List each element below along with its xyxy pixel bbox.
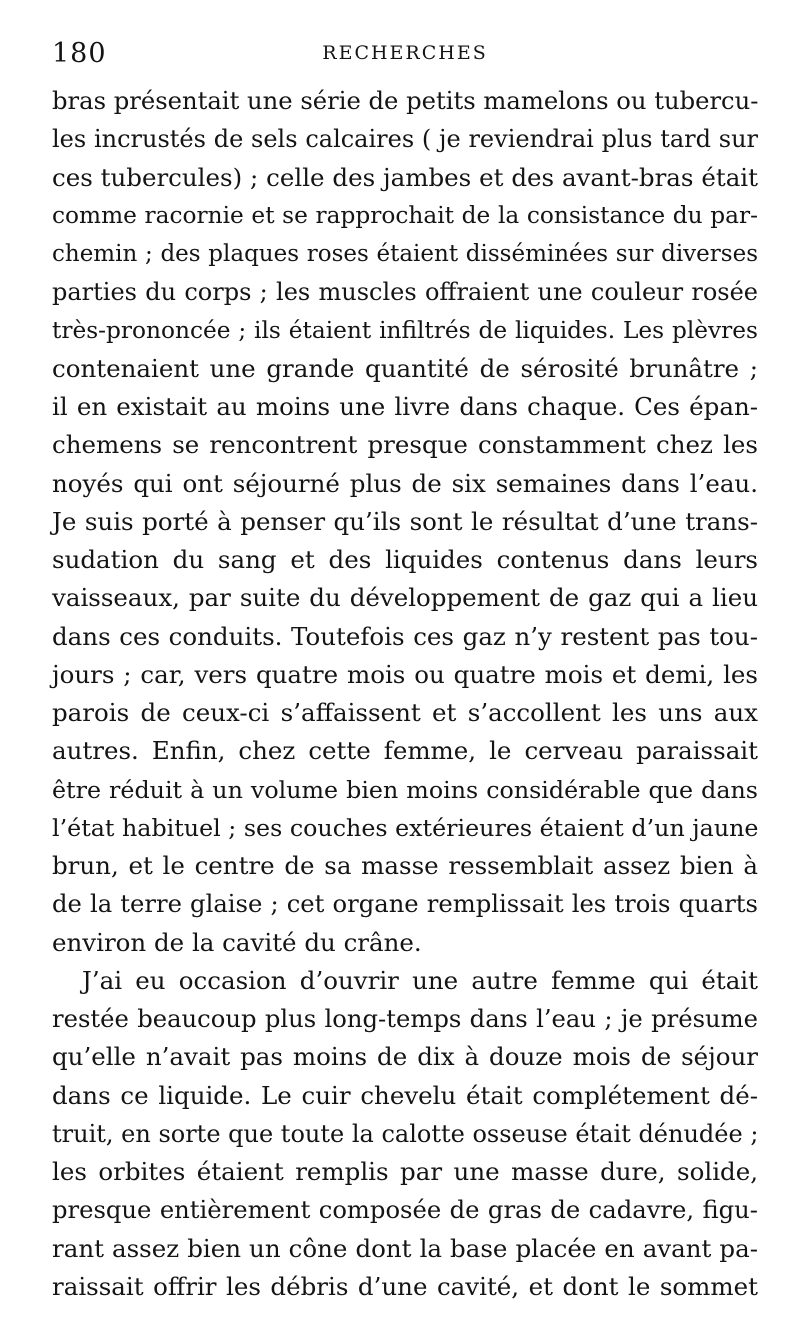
- text-line: parties du corps ; les muscles offraient une couleur rosée: [52, 278, 758, 307]
- text-line: chemin ; des plaques roses étaient disséminées sur diverses: [52, 241, 758, 267]
- text-line: environ de la cavité du crâne.: [52, 927, 422, 957]
- text-line: être réduit à un volume bien moins considérable que dans: [52, 775, 758, 804]
- text-line: bras présentait une série de petits mamelons ou tubercu-: [52, 86, 759, 115]
- text-line: chemens se rencontrent presque constamment chez les: [52, 430, 758, 460]
- text-line: l’état habituel ; ses couches extérieures étaient d’un jaune: [52, 813, 759, 842]
- text-line: parois de ceux-ci s’affaissent et s’accollent les uns aux: [52, 698, 758, 727]
- text-line: raissait offrir les débris d’une cavité, et dont le sommet: [52, 1271, 758, 1301]
- text-line: sudation du sang et des liquides contenus dans leurs: [52, 545, 758, 574]
- text-line: restée beaucoup plus long-temps dans l’eau ; je présume: [52, 1004, 758, 1033]
- page-number: 180: [52, 38, 107, 69]
- text-line: dans ce liquide. Le cuir chevelu était complétement dé-: [52, 1080, 758, 1110]
- text-line: comme racornie et se rapprochait de la consistance du par-: [52, 201, 758, 229]
- text-line: il en existait au moins une livre dans chaque. Ces épan-: [52, 392, 758, 421]
- body-text: [52, 82, 758, 1306]
- text-line: dans ces conduits. Toutefois ces gaz n’y restent pas tou-: [52, 621, 758, 651]
- text-line: les orbites étaient remplis par une masse dure, solide,: [52, 1157, 758, 1186]
- text-line: autres. Enfin, chez cette femme, le cerveau paraissait: [52, 736, 758, 766]
- text-line: rant assez bien un cône dont la base placée en avant pa-: [52, 1233, 758, 1263]
- text-line: Je suis porté à penser qu’ils sont le résultat d’une trans-: [52, 506, 758, 536]
- text-line: très-prononcée ; ils étaient infiltrés de liquides. Les plèvres: [52, 316, 758, 344]
- text-line: ces tubercules) ; celle des jambes et des avant-bras était: [52, 162, 758, 192]
- page-header: [52, 38, 758, 82]
- text-line: les incrustés de sels calcaires ( je reviendrai plus tard sur: [52, 125, 758, 154]
- running-head: RECHERCHES: [322, 42, 488, 64]
- text-line: jours ; car, vers quatre mois ou quatre mois et demi, les: [52, 659, 758, 689]
- text-line: noyés qui ont séjourné plus de six semaines dans l’eau.: [52, 468, 758, 498]
- text-line: contenaient une grande quantité de sérosité brunâtre ;: [52, 353, 758, 383]
- paragraph: [52, 82, 758, 962]
- paragraph: [52, 962, 758, 1306]
- text-line: de la terre glaise ; cet organe remplissait les trois quarts: [52, 889, 758, 919]
- text-line: presque entièrement composée de gras de cadavre, figu-: [52, 1195, 758, 1225]
- text-line: vaisseaux, par suite du développement de gaz qui a lieu: [52, 583, 758, 613]
- text-line: J’ai eu occasion d’ouvrir une autre femme qui était: [82, 965, 758, 995]
- text-line: truit, en sorte que toute la calotte osseuse était dénudée ;: [52, 1119, 759, 1148]
- text-line: brun, et le centre de sa masse ressemblait assez bien à: [52, 851, 758, 880]
- text-line: qu’elle n’avait pas moins de dix à douze mois de séjour: [52, 1042, 758, 1072]
